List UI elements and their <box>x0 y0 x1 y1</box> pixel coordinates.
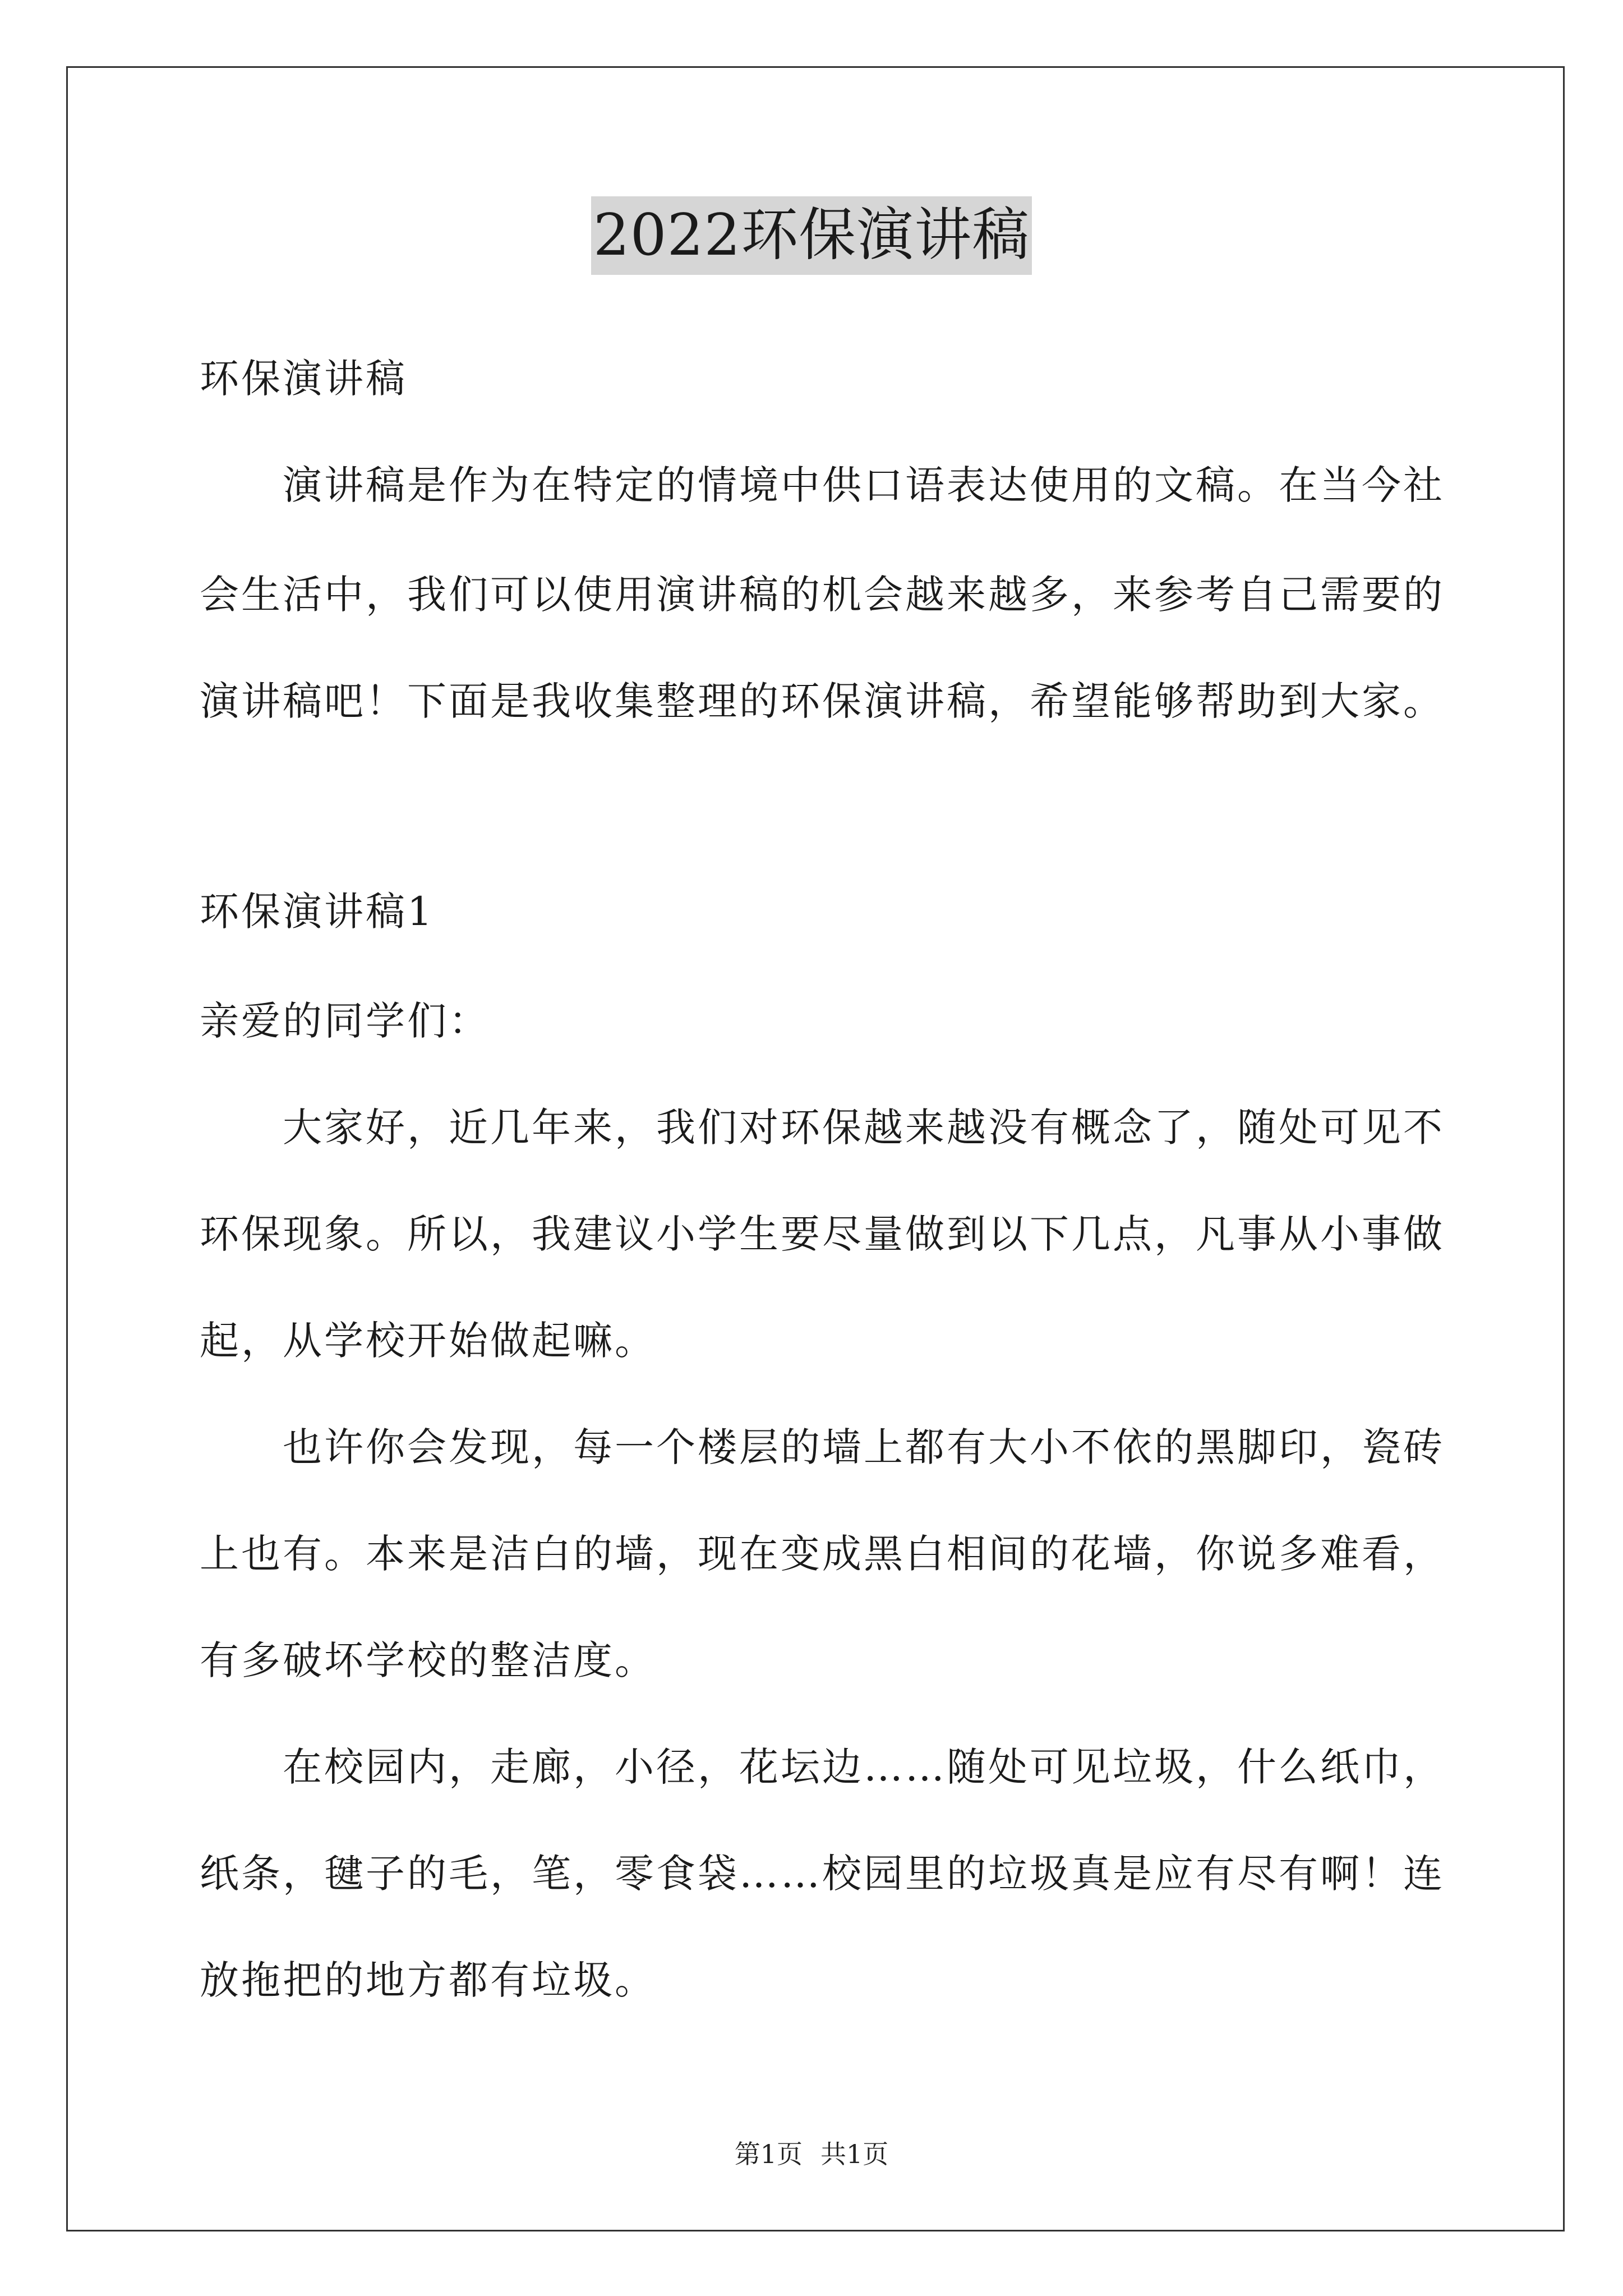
page-total: 共1页 <box>820 2139 889 2169</box>
paragraph-line: 有多破坏学校的整洁度。 <box>200 1637 656 1683</box>
title-container <box>0 196 1623 275</box>
paragraph-line: 上也有。本来是洁白的墙，现在变成黑白相间的花墙，你说多难看， <box>200 1531 1445 1577</box>
salutation: 亲爱的同学们： <box>200 998 490 1044</box>
section-heading: 环保演讲稿1 <box>200 889 435 935</box>
paragraph-line: 在校园内，走廊，小径，花坛边……随处可见垃圾，什么纸巾， <box>283 1744 1445 1790</box>
section-heading: 环保演讲稿 <box>200 356 407 402</box>
page-number: 第1页 <box>734 2139 803 2169</box>
paragraph-line: 演讲稿是作为在特定的情境中供口语表达使用的文稿。在当今社 <box>283 462 1445 508</box>
paragraph-line: 环保现象。所以，我建议小学生要尽量做到以下几点，凡事从小事做 <box>200 1211 1445 1257</box>
document-title: 2022环保演讲稿 <box>591 196 1032 275</box>
paragraph-line: 也许你会发现，每一个楼层的墙上都有大小不依的黑脚印，瓷砖 <box>283 1424 1445 1470</box>
paragraph-line: 会生活中，我们可以使用演讲稿的机会越来越多，来参考自己需要的 <box>200 572 1445 618</box>
paragraph-line: 演讲稿吧！下面是我收集整理的环保演讲稿，希望能够帮助到大家。 <box>200 678 1445 724</box>
paragraph-line: 放拖把的地方都有垃圾。 <box>200 1957 656 2003</box>
page-footer <box>0 2137 1623 2171</box>
paragraph-line: 纸条，毽子的毛，笔，零食袋……校园里的垃圾真是应有尽有啊！连 <box>200 1851 1445 1897</box>
paragraph-line: 大家好，近几年来，我们对环保越来越没有概念了，随处可见不 <box>283 1105 1445 1151</box>
paragraph-line: 起，从学校开始做起嘛。 <box>200 1318 656 1364</box>
